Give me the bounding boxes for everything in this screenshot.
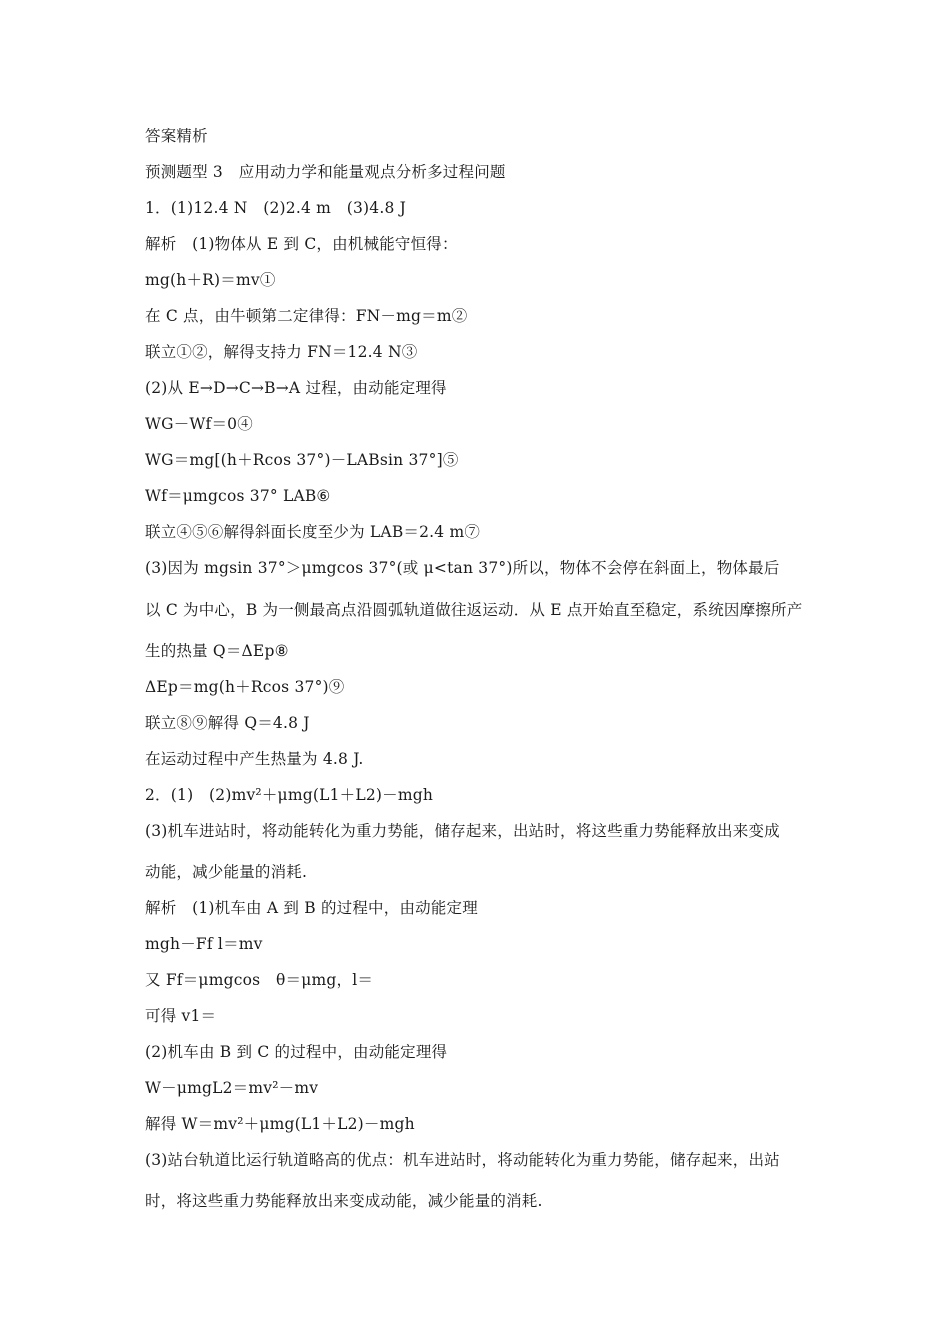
section-title: 预测题型 3 应用动力学和能量观点分析多过程问题 <box>145 163 506 181</box>
equation-line: ΔEp＝mg(h＋Rcos 37°)⑨ <box>145 678 345 696</box>
text-line: (2)从 E→D→C→B→A 过程，由动能定理得 <box>145 379 447 397</box>
equation-line: 又 Ff＝μmgcos θ＝μmg，l＝ <box>145 971 374 989</box>
text-line: 生的热量 Q＝ΔEp⑧ <box>145 642 289 660</box>
text-line: 动能，减少能量的消耗. <box>145 863 308 881</box>
text-line: (3)站台轨道比运行轨道略高的优点：机车进站时，将动能转化为重力势能，储存起来，出站 <box>145 1151 780 1169</box>
answer-1: 1．(1)12.4 N (2)2.4 m (3)4.8 J <box>145 199 407 217</box>
text-line: (2)机车由 B 到 C 的过程中，由动能定理得 <box>145 1043 448 1061</box>
text-line: (3)机车进站时，将动能转化为重力势能，储存起来，出站时，将这些重力势能释放出来变成 <box>145 822 780 840</box>
text-line: 时，将这些重力势能释放出来变成动能，减少能量的消耗. <box>145 1192 543 1210</box>
equation-line: WG－Wf＝0④ <box>145 415 253 433</box>
text-line: 解析 (1)机车由 A 到 B 的过程中，由动能定理 <box>145 899 478 917</box>
equation-line: Wf＝μmgcos 37° LAB⑥ <box>145 487 331 505</box>
text-line: 在 C 点，由牛顿第二定律得：FN－mg＝m② <box>145 307 468 325</box>
text-line: 在运动过程中产生热量为 4.8 J. <box>145 750 364 768</box>
text-line: (3)因为 mgsin 37°＞μmgcos 37°(或 μ<tan 37°)所以，物体不会停在斜面上，物体最后 <box>145 559 780 577</box>
equation-line: 可得 v1＝ <box>145 1007 217 1025</box>
section-heading: 答案精析 <box>145 127 208 145</box>
equation-line: mg(h＋R)＝mv① <box>145 271 276 289</box>
equation-line: 解得 W＝mv²＋μmg(L1＋L2)－mgh <box>145 1115 415 1133</box>
equation-line: WG＝mg[(h＋Rcos 37°)－LABsin 37°]⑤ <box>145 451 459 469</box>
text-line: 联立①②，解得支持力 FN＝12.4 N③ <box>145 343 418 361</box>
text-line: 联立⑧⑨解得 Q＝4.8 J <box>145 714 310 732</box>
equation-line: W－μmgL2＝mv²－mv <box>145 1079 319 1097</box>
text-line: 解析 (1)物体从 E 到 C，由机械能守恒得： <box>145 235 458 253</box>
text-line: 以 C 为中心，B 为一侧最高点沿圆弧轨道做往返运动．从 E 点开始直至稳定，系统因摩擦所产 <box>145 601 803 619</box>
text-line: 联立④⑤⑥解得斜面长度至少为 LAB＝2.4 m⑦ <box>145 523 481 541</box>
answer-2: 2．(1) (2)mv²＋μmg(L1＋L2)－mgh <box>145 786 434 804</box>
equation-line: mgh－Ff l＝mv <box>145 935 263 953</box>
